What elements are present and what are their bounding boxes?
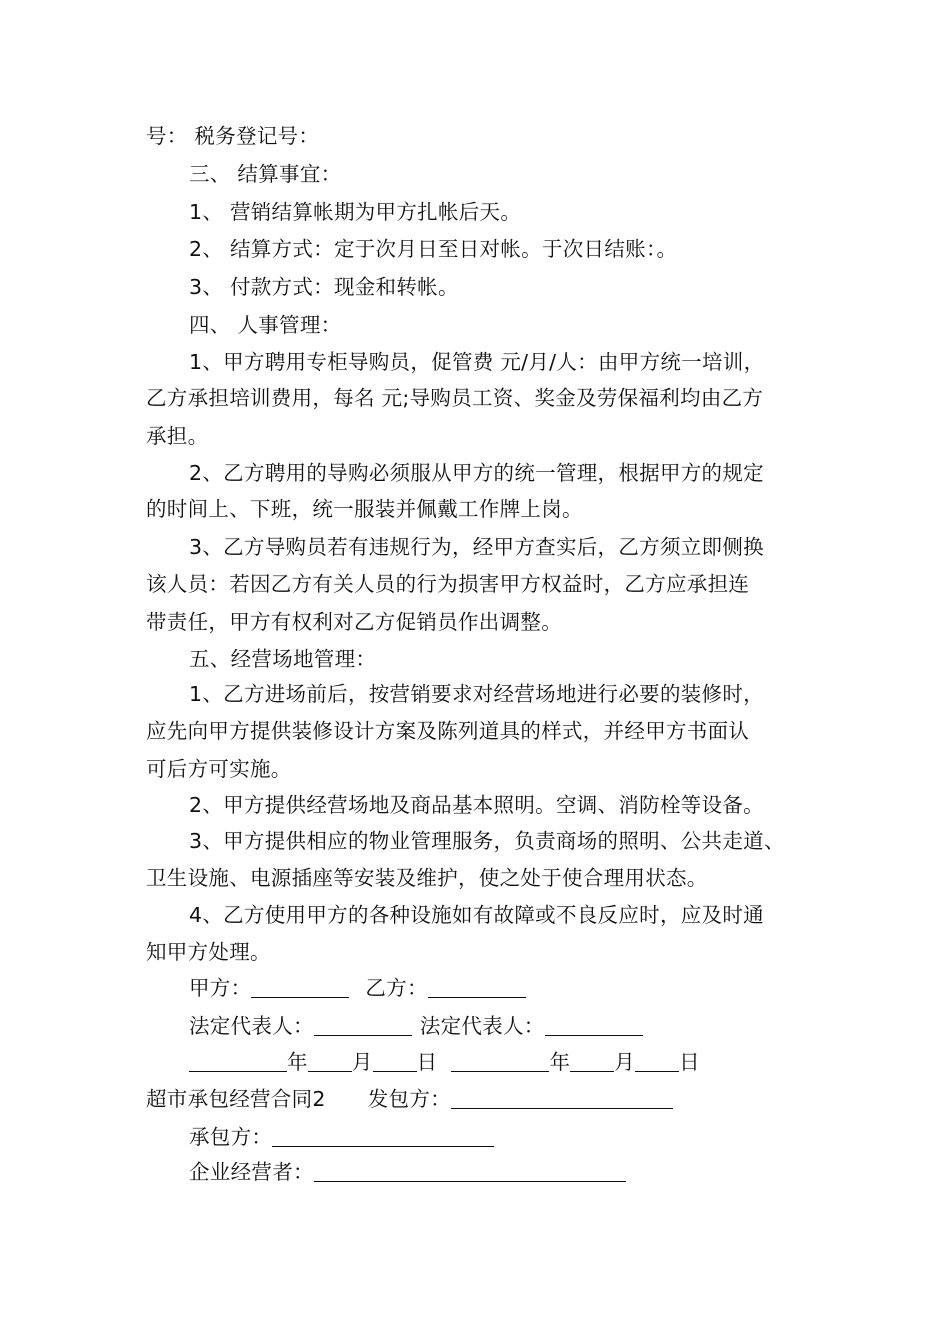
- text-line: 3、乙方导购员若有违规行为，经甲方查实后，乙方须立即侧换: [189, 535, 764, 559]
- rep-b-label: 法定代表人：: [419, 1014, 545, 1038]
- party-a-label: 甲方：: [189, 976, 252, 1000]
- day-b-label: 日: [679, 1050, 700, 1074]
- text-line: 2、甲方提供经营场地及商品基本照明。空调、消防栓等设备。: [189, 793, 764, 817]
- day-a-blank: [373, 1051, 417, 1072]
- section-heading: 四、 人事管理：: [189, 313, 342, 337]
- operator-row: [189, 1160, 626, 1184]
- contract2-title-row: [146, 1087, 673, 1111]
- section-heading: 三、 结算事宜：: [189, 162, 342, 186]
- year-b-blank: [451, 1051, 549, 1072]
- day-a-label: 日: [416, 1050, 438, 1074]
- rep-b-blank: [545, 1015, 643, 1036]
- party-a-blank: [251, 977, 349, 998]
- issuer-blank: [451, 1088, 673, 1109]
- contract2-title: 超市承包经营合同2: [146, 1087, 326, 1111]
- section-heading: 五、经营场地管理：: [189, 647, 377, 671]
- year-b-label: 年: [549, 1050, 571, 1074]
- operator-label: 企业经营者：: [189, 1160, 314, 1184]
- rep-a-blank: [314, 1015, 412, 1036]
- date-row: [189, 1050, 700, 1074]
- contractor-blank: [272, 1126, 494, 1147]
- contractor-label: 承包方：: [189, 1125, 273, 1149]
- text-line: 知甲方处理。: [146, 940, 271, 964]
- text-line: 3、 付款方式：现金和转帐。: [189, 275, 459, 299]
- text-line: 应先向甲方提供装修设计方案及陈列道具的样式，并经甲方书面认: [146, 719, 750, 743]
- text-line: 的时间上、下班，统一服装并佩戴工作牌上岗。: [146, 497, 583, 521]
- text-line: 乙方承担培训费用，每名 元;导购员工资、奖金及劳保福利均由乙方: [146, 386, 764, 410]
- month-b-label: 月: [614, 1050, 636, 1074]
- text-line: 承担。: [146, 424, 209, 448]
- month-a-blank: [308, 1051, 352, 1072]
- text-line: 2、 结算方式：定于次月日至日对帐。于次日结账：。: [189, 237, 678, 261]
- party-b-label: 乙方：: [365, 976, 428, 1000]
- text-line: 3、甲方提供相应的物业管理服务，负责商场的照明、公共走道、: [189, 829, 785, 853]
- text-line: 1、甲方聘用专柜导购员，促管费 元/月/人：由甲方统一培训，: [189, 350, 765, 374]
- issuer-label: 发包方：: [367, 1087, 451, 1111]
- rep-a-label: 法定代表人：: [189, 1014, 314, 1038]
- party-signature-row: [189, 976, 526, 1000]
- text-line: 2、乙方聘用的导购必须服从甲方的统一管理，根据甲方的规定: [189, 461, 764, 485]
- day-b-blank: [635, 1051, 679, 1072]
- party-b-blank: [428, 977, 526, 998]
- text-line: 卫生设施、电源插座等安装及维护，使之处于使合理用状态。: [146, 866, 708, 890]
- text-line: 该人员：若因乙方有关人员的行为损害甲方权益时，乙方应承担连: [146, 572, 750, 596]
- text-line: 1、乙方进场前后，按营销要求对经营场地进行必要的装修时，: [189, 682, 764, 706]
- year-a-blank: [189, 1051, 287, 1072]
- text-line: 可后方可实施。: [146, 757, 292, 781]
- representative-row: [189, 1014, 643, 1038]
- text-line: 4、乙方使用甲方的各种设施如有故障或不良反应时，应及时通: [189, 903, 764, 927]
- month-a-label: 月: [351, 1050, 373, 1074]
- text-line: 号： 税务登记号：: [146, 124, 320, 148]
- month-b-blank: [570, 1051, 614, 1072]
- text-line: 带责任，甲方有权利对乙方促销员作出调整。: [146, 610, 562, 634]
- text-line: 1、 营销结算帐期为甲方扎帐后天。: [189, 200, 522, 224]
- operator-blank: [314, 1161, 626, 1182]
- contractor-row: [189, 1125, 494, 1149]
- year-a-label: 年: [287, 1050, 308, 1074]
